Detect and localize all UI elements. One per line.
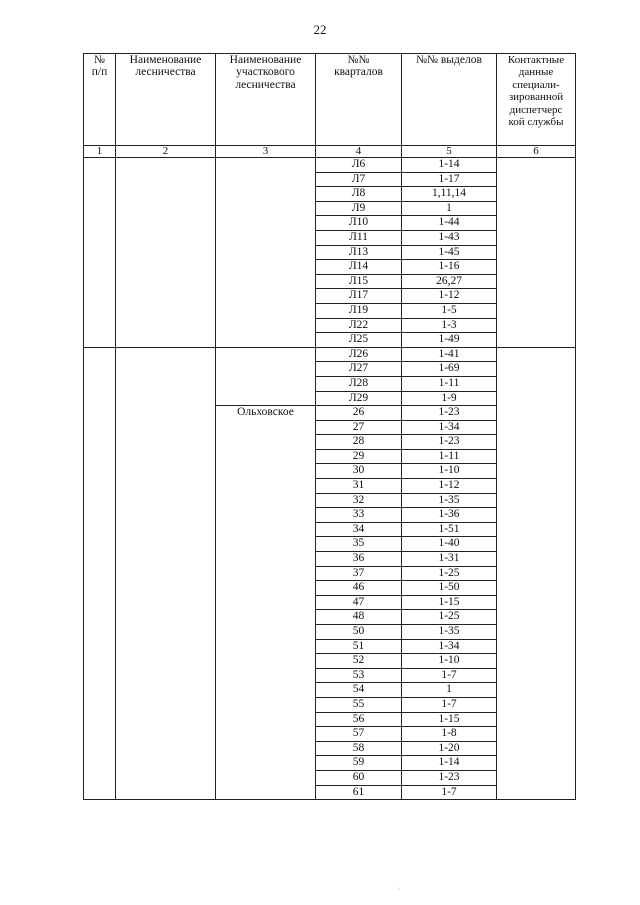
- header-line: п/п: [91, 66, 108, 79]
- vydel-cell: 1-7: [402, 697, 497, 712]
- vydel-cell: 1-7: [402, 668, 497, 683]
- header-line: кой службы: [508, 116, 564, 129]
- header-line: участкового: [236, 66, 295, 79]
- header-line: Наименование: [129, 54, 202, 66]
- kvartal-cell: 46: [316, 581, 402, 596]
- kvartal-cell: Л29: [316, 391, 402, 406]
- vydel-cell: 1-34: [402, 420, 497, 435]
- vydel-cell: 1-25: [402, 566, 497, 581]
- kvartal-cell: Л15: [316, 274, 402, 289]
- kvartal-cell: 48: [316, 610, 402, 625]
- header-line: лесничества: [135, 66, 196, 79]
- column-number: 4: [316, 146, 402, 158]
- vydel-cell: 1-10: [402, 654, 497, 669]
- vydel-cell: 1-34: [402, 639, 497, 654]
- table-row: [84, 347, 576, 362]
- kvartal-cell: Л17: [316, 289, 402, 304]
- header-line: зированной: [508, 91, 564, 104]
- kvartal-cell: Л14: [316, 260, 402, 275]
- vydel-cell: 1-10: [402, 464, 497, 479]
- ucastkovoe-cell: [216, 158, 316, 348]
- vydel-cell: 1-23: [402, 435, 497, 450]
- header-line: лесничества: [235, 78, 296, 91]
- column-number: 1: [84, 146, 116, 158]
- kvartal-cell: 27: [316, 420, 402, 435]
- vydel-cell: 1-14: [402, 158, 497, 173]
- kvartal-cell: 37: [316, 566, 402, 581]
- kontakt-cell: [497, 347, 576, 799]
- kvartal-cell: 26: [316, 406, 402, 421]
- column-number: 2: [116, 146, 216, 158]
- column-number: 6: [497, 146, 576, 158]
- kvartal-cell: 59: [316, 756, 402, 771]
- kvartal-cell: 53: [316, 668, 402, 683]
- lesnichestvo-cell: [116, 158, 216, 348]
- kvartal-cell: 28: [316, 435, 402, 450]
- kvartal-cell: 60: [316, 770, 402, 785]
- vydel-cell: 1-12: [402, 289, 497, 304]
- header-lesnichestvo: [116, 54, 216, 146]
- kvartal-cell: Л28: [316, 376, 402, 391]
- page-number: 22: [313, 22, 327, 37]
- kontakt-cell: [497, 158, 576, 348]
- kvartal-cell: Л27: [316, 362, 402, 377]
- header-row: [84, 54, 576, 146]
- vydel-cell: 1-35: [402, 625, 497, 640]
- vydel-cell: 1-50: [402, 581, 497, 596]
- header-line: данные: [518, 66, 554, 79]
- kvartal-cell: 33: [316, 508, 402, 523]
- kvartal-cell: 58: [316, 741, 402, 756]
- ucastkovoe-label: Ольховское: [216, 406, 316, 800]
- kvartal-cell: 36: [316, 552, 402, 567]
- vydel-cell: 1-17: [402, 172, 497, 187]
- kvartal-cell: Л26: [316, 347, 402, 362]
- vydel-cell: 1: [402, 683, 497, 698]
- vydel-cell: 1-45: [402, 245, 497, 260]
- vydel-cell: 1-11: [402, 449, 497, 464]
- kvartal-cell: 47: [316, 595, 402, 610]
- forestry-table: [83, 53, 576, 800]
- vydel-cell: 1-7: [402, 785, 497, 800]
- vydel-cell: 1-8: [402, 727, 497, 742]
- kvartal-cell: 50: [316, 625, 402, 640]
- vydel-cell: 1-44: [402, 216, 497, 231]
- kvartal-cell: Л6: [316, 158, 402, 173]
- kvartal-cell: 55: [316, 697, 402, 712]
- header-line: №№ выделов: [416, 54, 482, 66]
- header-line: диспетчерс: [509, 103, 563, 116]
- header-kvartaly: [316, 54, 402, 146]
- vydel-cell: 1-11: [402, 376, 497, 391]
- vydel-cell: 1-16: [402, 260, 497, 275]
- vydel-cell: 1-20: [402, 741, 497, 756]
- vydel-cell: 1-9: [402, 391, 497, 406]
- kvartal-cell: 54: [316, 683, 402, 698]
- vydel-cell: 1-5: [402, 303, 497, 318]
- header-num: [84, 54, 116, 146]
- kvartal-cell: Л10: [316, 216, 402, 231]
- kvartal-cell: Л8: [316, 187, 402, 202]
- vydel-cell: 1-41: [402, 347, 497, 362]
- kvartal-cell: 32: [316, 493, 402, 508]
- kvartal-cell: Л13: [316, 245, 402, 260]
- column-number: 5: [402, 146, 497, 158]
- vydel-cell: 1-51: [402, 522, 497, 537]
- vydel-cell: 1-36: [402, 508, 497, 523]
- kvartal-cell: 31: [316, 479, 402, 494]
- vydel-cell: 1-49: [402, 333, 497, 348]
- num-cell: [84, 158, 116, 348]
- kvartal-cell: Л9: [316, 201, 402, 216]
- header-line: кварталов: [334, 66, 383, 79]
- kvartal-cell: 30: [316, 464, 402, 479]
- kvartal-cell: 51: [316, 639, 402, 654]
- table-row: [84, 158, 576, 173]
- lesnichestvo-cell: [116, 347, 216, 799]
- kvartal-cell: Л25: [316, 333, 402, 348]
- header-line: Контактные: [507, 54, 565, 66]
- column-numbers-row: [84, 146, 576, 158]
- header-line: специали-: [512, 78, 560, 91]
- vydel-cell: 1-23: [402, 406, 497, 421]
- header-line: Наименование: [229, 54, 302, 66]
- vydel-cell: 1-14: [402, 756, 497, 771]
- kvartal-cell: 35: [316, 537, 402, 552]
- header-line: №№: [347, 54, 370, 66]
- header-ucastkovoe: [216, 54, 316, 146]
- kvartal-cell: 57: [316, 727, 402, 742]
- scan-speck: ·: [398, 886, 400, 892]
- column-number: 3: [216, 146, 316, 158]
- vydel-cell: 1-23: [402, 770, 497, 785]
- vydel-cell: 1-31: [402, 552, 497, 567]
- kvartal-cell: 29: [316, 449, 402, 464]
- kvartal-cell: 61: [316, 785, 402, 800]
- vydel-cell: 1-15: [402, 595, 497, 610]
- vydel-cell: 1-15: [402, 712, 497, 727]
- vydel-cell: 1-69: [402, 362, 497, 377]
- header-kontakty: [497, 54, 576, 146]
- kvartal-cell: Л7: [316, 172, 402, 187]
- ucastkovoe-cell: [216, 347, 316, 405]
- vydel-cell: 1-3: [402, 318, 497, 333]
- vydel-cell: 1: [402, 201, 497, 216]
- vydel-cell: 26,27: [402, 274, 497, 289]
- kvartal-cell: 56: [316, 712, 402, 727]
- vydel-cell: 1-40: [402, 537, 497, 552]
- vydel-cell: 1-43: [402, 230, 497, 245]
- vydel-cell: 1-25: [402, 610, 497, 625]
- vydel-cell: 1-35: [402, 493, 497, 508]
- kvartal-cell: Л19: [316, 303, 402, 318]
- header-vydely: [402, 54, 497, 146]
- kvartal-cell: 52: [316, 654, 402, 669]
- vydel-cell: 1,11,14: [402, 187, 497, 202]
- kvartal-cell: Л11: [316, 230, 402, 245]
- num-cell: [84, 347, 116, 799]
- vydel-cell: 1-12: [402, 479, 497, 494]
- kvartal-cell: Л22: [316, 318, 402, 333]
- kvartal-cell: 34: [316, 522, 402, 537]
- header-line: №: [94, 54, 105, 66]
